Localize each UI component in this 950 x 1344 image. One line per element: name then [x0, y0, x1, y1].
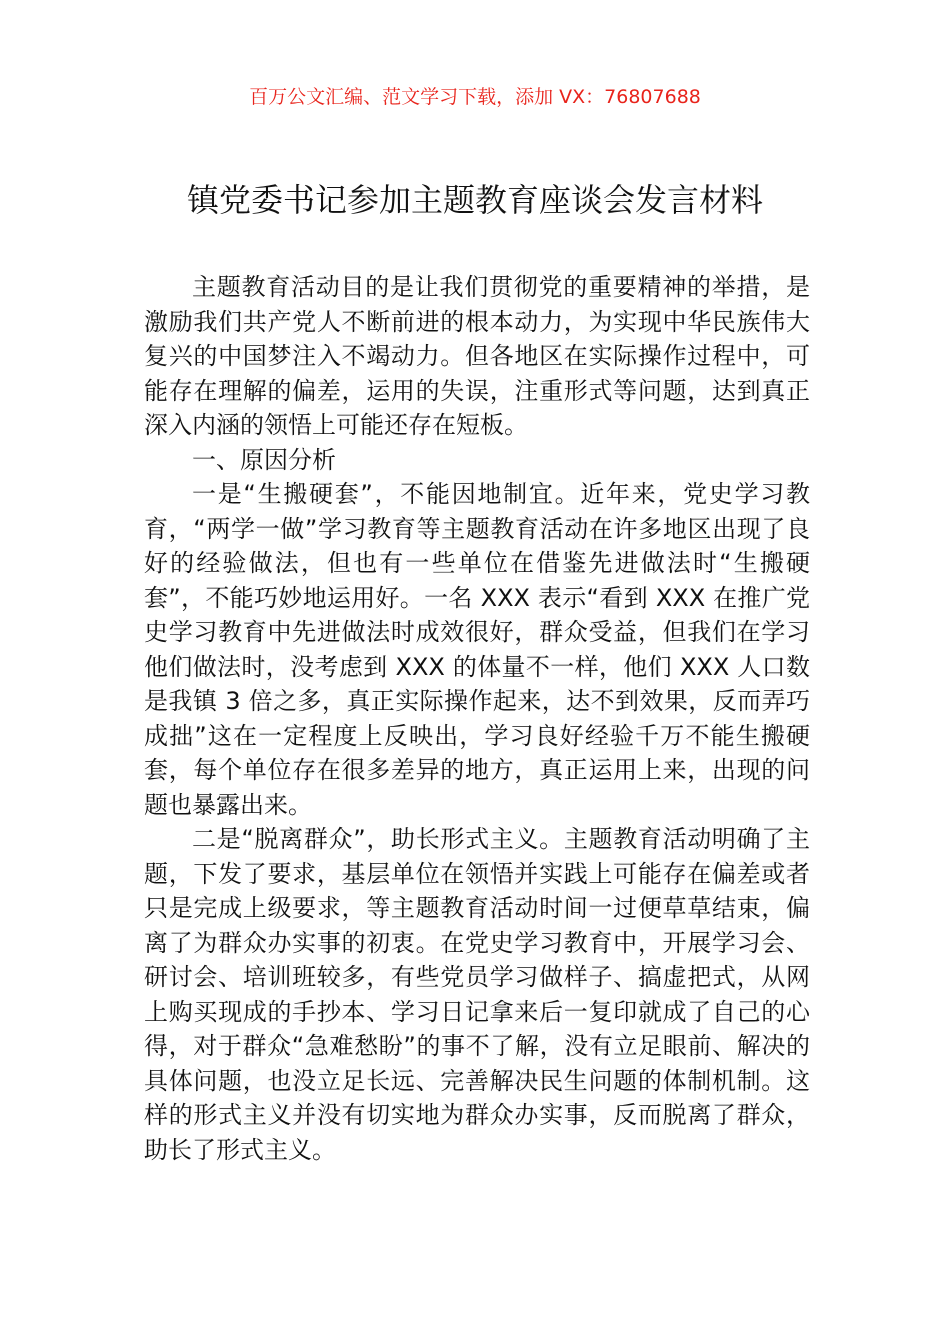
section-heading-cause-analysis: 一、原因分析: [192, 445, 336, 474]
intro-paragraph: 主题教育活动目的是让我们贯彻党的重要精神的举措，是激励我们共产党人不断前进的根本动力，为实现中华民族伟大复兴的中国梦注入不竭动力。但各地区在实际操作过程中，可能存在理解的偏差，运用的失误，注重形式等问题，达到真正深入内涵的领悟上可能还存在短板。: [144, 273, 810, 439]
header-promo-note: 百万公文汇编、范文学习下载，添加 VX：76807688: [249, 86, 701, 108]
document-title: 镇党委书记参加主题教育座谈会发言材料: [186, 181, 763, 219]
point-two-paragraph: 二是“脱离群众”，助长形式主义。主题教育活动明确了主题，下发了要求，基层单位在领悟并实践上可能存在偏差或者只是完成上级要求，等主题教育活动时间一过便草草结束，偏离了为群众办实事的初衷。在党史学习教育中，开展学习会、研讨会、培训班较多，有些党员学习做样子、搞虚把式，从网上购买现成的手抄本、学习日记拿来后一复印就成了自己的心得，对于群众“急难愁盼”的事不了解，没有立足眼前、解决的具体问题，也没立足长远、完善解决民生问题的体制机制。这样的形式主义并没有切实地为群众办实事，反而脱离了群众，助长了形式主义。: [144, 825, 810, 1164]
document-body: [144, 270, 810, 1167]
point-one-paragraph: 一是“生搬硬套”，不能因地制宜。近年来，党史学习教育，“两学一做”学习教育等主题教育活动在许多地区出现了良好的经验做法，但也有一些单位在借鉴先进做法时“生搬硬套”，不能巧妙地运用好。一名 XXX 表示“看到 XXX 在推广党史学习教育中先进做法时成效很好，群众受益，但我们在学习他们做法时，没考虑到 XXX 的体量不一样，他们 XXX 人口数是我镇 3 倍之多，真正实际操作起来，达不到效果，反而弄巧成拙”这在一定程度上反映出，学习良好经验千万不能生搬硬套，每个单位存在很多差异的地方，真正运用上来，出现的问题也暴露出来。: [144, 480, 810, 819]
